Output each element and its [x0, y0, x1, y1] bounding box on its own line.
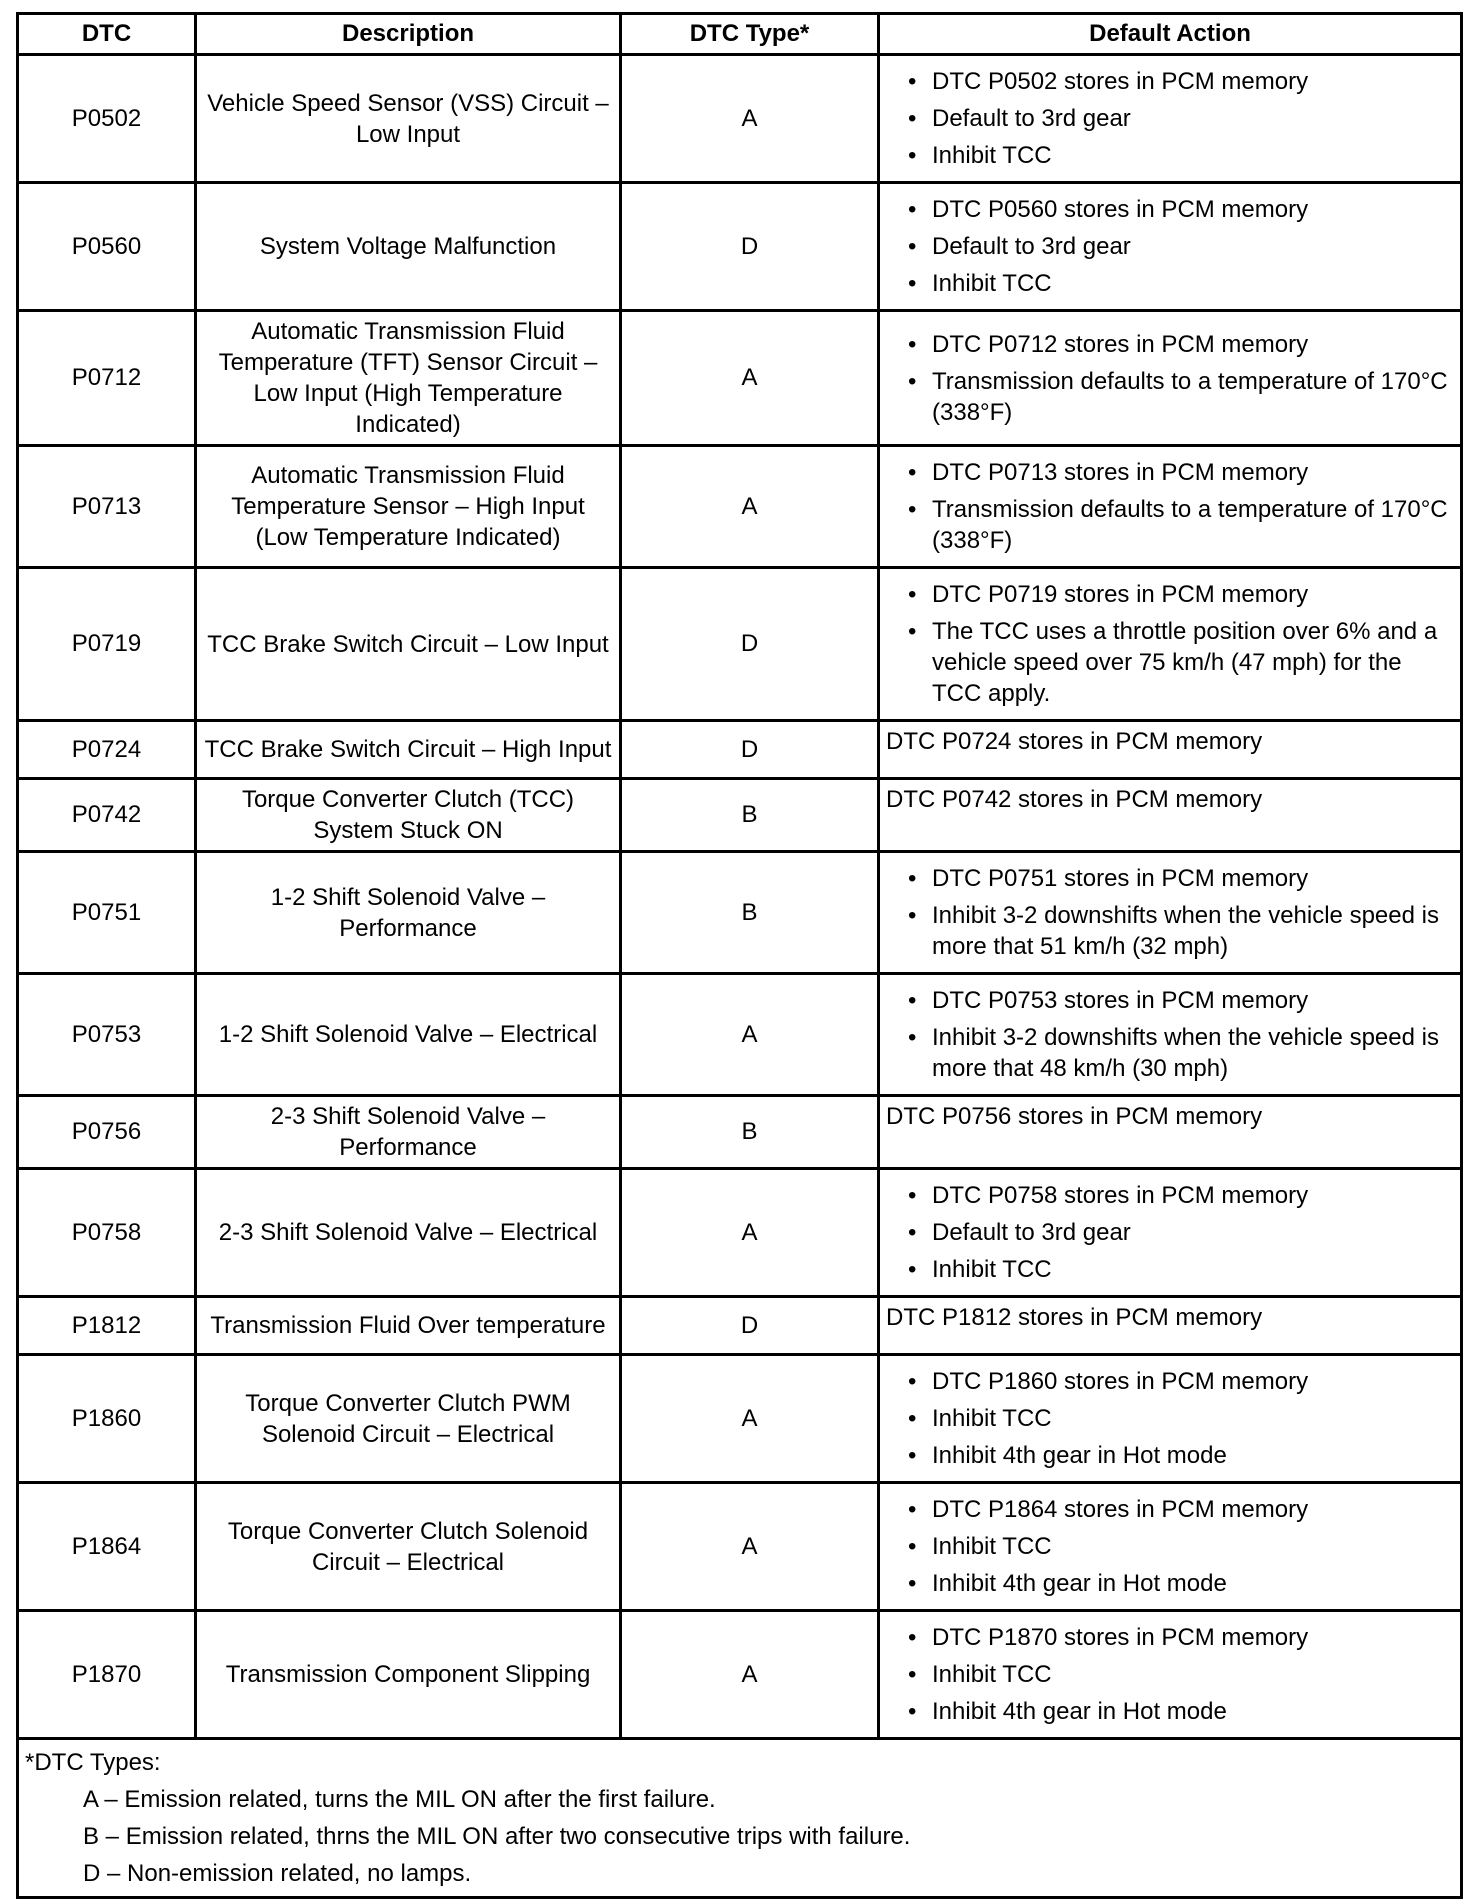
action-list: [886, 863, 1454, 962]
notes-row: [18, 1739, 1462, 1898]
dtc-table: [16, 12, 1463, 1899]
action-item: • DTC P0758 stores in PCM memory: [908, 1180, 1454, 1211]
action-list: [886, 985, 1454, 1084]
header-dtc: DTC: [18, 14, 196, 55]
default-action: [879, 1169, 1462, 1297]
table-row: [18, 568, 1462, 721]
dtc-description: Torque Converter Clutch PWM Solenoid Circuit – Electrical: [196, 1355, 621, 1483]
table-row: [18, 1297, 1462, 1355]
dtc-description: Torque Converter Clutch Solenoid Circuit – Electrical: [196, 1483, 621, 1611]
dtc-code: P0713: [18, 446, 196, 568]
dtc-code: P1864: [18, 1483, 196, 1611]
default-action: [879, 974, 1462, 1096]
dtc-type: D: [621, 1297, 879, 1355]
table-row: [18, 974, 1462, 1096]
default-action: [879, 1483, 1462, 1611]
dtc-code: P0756: [18, 1096, 196, 1169]
default-action: [879, 446, 1462, 568]
dtc-description: Automatic Transmission Fluid Temperature Sensor – High Input (Low Temperature Indicated): [196, 446, 621, 568]
dtc-code: P1870: [18, 1611, 196, 1739]
action-list: [886, 1622, 1454, 1727]
table-row: [18, 311, 1462, 446]
action-item: • DTC P0753 stores in PCM memory: [908, 985, 1454, 1016]
action-list: [886, 329, 1454, 428]
action-item: • Inhibit 4th gear in Hot mode: [908, 1440, 1454, 1471]
action-item: • Inhibit 4th gear in Hot mode: [908, 1696, 1454, 1727]
table-row: [18, 1611, 1462, 1739]
action-list: [886, 457, 1454, 556]
dtc-type: A: [621, 1483, 879, 1611]
action-item: • Inhibit TCC: [908, 1531, 1454, 1562]
action-list: [886, 66, 1454, 171]
header-row: [18, 14, 1462, 55]
action-item: • Inhibit TCC: [908, 1254, 1454, 1285]
action-item: • Default to 3rd gear: [908, 231, 1454, 262]
default-action: [879, 852, 1462, 974]
dtc-type: B: [621, 779, 879, 852]
dtc-type: A: [621, 1355, 879, 1483]
table-row: [18, 1355, 1462, 1483]
default-action: [879, 183, 1462, 311]
table-row: [18, 779, 1462, 852]
dtc-type: D: [621, 568, 879, 721]
dtc-description: TCC Brake Switch Circuit – High Input: [196, 721, 621, 779]
action-list: [886, 579, 1454, 709]
dtc-code: P0751: [18, 852, 196, 974]
default-action: DTC P0724 stores in PCM memory: [879, 721, 1462, 779]
dtc-document: [16, 12, 1460, 1899]
action-item: • Inhibit 4th gear in Hot mode: [908, 1568, 1454, 1599]
default-action: [879, 1611, 1462, 1739]
action-item: • Inhibit TCC: [908, 140, 1454, 171]
dtc-type-notes: [18, 1739, 1462, 1898]
dtc-code: P0724: [18, 721, 196, 779]
action-item: • DTC P1860 stores in PCM memory: [908, 1366, 1454, 1397]
dtc-description: Vehicle Speed Sensor (VSS) Circuit – Low Input: [196, 55, 621, 183]
action-item: • Inhibit TCC: [908, 268, 1454, 299]
dtc-code: P0502: [18, 55, 196, 183]
dtc-description: 2-3 Shift Solenoid Valve – Electrical: [196, 1169, 621, 1297]
dtc-description: 2-3 Shift Solenoid Valve – Performance: [196, 1096, 621, 1169]
action-item: • Inhibit TCC: [908, 1403, 1454, 1434]
action-item: • Default to 3rd gear: [908, 103, 1454, 134]
dtc-code: P0560: [18, 183, 196, 311]
table-row: [18, 1169, 1462, 1297]
dtc-type: A: [621, 1169, 879, 1297]
action-item: • DTC P1870 stores in PCM memory: [908, 1622, 1454, 1653]
table-row: [18, 721, 1462, 779]
dtc-code: P1860: [18, 1355, 196, 1483]
action-item: • Inhibit TCC: [908, 1659, 1454, 1690]
header-default-action: Default Action: [879, 14, 1462, 55]
dtc-description: 1-2 Shift Solenoid Valve – Electrical: [196, 974, 621, 1096]
default-action: DTC P1812 stores in PCM memory: [879, 1297, 1462, 1355]
dtc-type: A: [621, 55, 879, 183]
dtc-type: B: [621, 852, 879, 974]
action-item: • Transmission defaults to a temperature of 170°C (338°F): [908, 494, 1454, 556]
dtc-description: 1-2 Shift Solenoid Valve – Performance: [196, 852, 621, 974]
action-item: • DTC P0719 stores in PCM memory: [908, 579, 1454, 610]
dtc-description: Torque Converter Clutch (TCC) System Stuck ON: [196, 779, 621, 852]
action-item: • Inhibit 3-2 downshifts when the vehicle speed is more that 51 km/h (32 mph): [908, 900, 1454, 962]
dtc-code: P0712: [18, 311, 196, 446]
action-item: • Default to 3rd gear: [908, 1217, 1454, 1248]
table-row: [18, 1096, 1462, 1169]
table-row: [18, 1483, 1462, 1611]
notes-title: *DTC Types:: [25, 1749, 161, 1776]
dtc-type: A: [621, 974, 879, 1096]
dtc-type: A: [621, 1611, 879, 1739]
note-type-d: D – Non-emission related, no lamps.: [83, 1860, 472, 1887]
default-action: [879, 55, 1462, 183]
table-row: [18, 446, 1462, 568]
dtc-code: P1812: [18, 1297, 196, 1355]
dtc-code: P0742: [18, 779, 196, 852]
action-item: • DTC P0560 stores in PCM memory: [908, 194, 1454, 225]
header-dtc-type: DTC Type*: [621, 14, 879, 55]
dtc-type: A: [621, 446, 879, 568]
dtc-type: B: [621, 1096, 879, 1169]
action-item: • DTC P1864 stores in PCM memory: [908, 1494, 1454, 1525]
table-row: [18, 55, 1462, 183]
default-action: [879, 311, 1462, 446]
dtc-type: D: [621, 183, 879, 311]
dtc-description: TCC Brake Switch Circuit – Low Input: [196, 568, 621, 721]
table-body: [18, 55, 1462, 1739]
default-action: DTC P0742 stores in PCM memory: [879, 779, 1462, 852]
default-action: [879, 1355, 1462, 1483]
dtc-description: Transmission Component Slipping: [196, 1611, 621, 1739]
action-list: [886, 1180, 1454, 1285]
action-item: • DTC P0502 stores in PCM memory: [908, 66, 1454, 97]
action-list: [886, 1366, 1454, 1471]
note-type-a: A – Emission related, turns the MIL ON after the first failure.: [83, 1786, 716, 1813]
default-action: [879, 568, 1462, 721]
action-list: [886, 1494, 1454, 1599]
dtc-description: Transmission Fluid Over temperature: [196, 1297, 621, 1355]
dtc-code: P0758: [18, 1169, 196, 1297]
table-row: [18, 183, 1462, 311]
dtc-type: A: [621, 311, 879, 446]
default-action: DTC P0756 stores in PCM memory: [879, 1096, 1462, 1169]
action-item: • Transmission defaults to a temperature of 170°C (338°F): [908, 366, 1454, 428]
action-item: • Inhibit 3-2 downshifts when the vehicle speed is more that 48 km/h (30 mph): [908, 1022, 1454, 1084]
action-item: • The TCC uses a throttle position over 6% and a vehicle speed over 75 km/h (47 mph) for the TCC apply.: [908, 616, 1454, 709]
header-description: Description: [196, 14, 621, 55]
table-row: [18, 852, 1462, 974]
action-list: [886, 194, 1454, 299]
dtc-code: P0719: [18, 568, 196, 721]
note-type-b: B – Emission related, thrns the MIL ON after two consecutive trips with failure.: [83, 1823, 911, 1850]
dtc-description: System Voltage Malfunction: [196, 183, 621, 311]
dtc-code: P0753: [18, 974, 196, 1096]
dtc-description: Automatic Transmission Fluid Temperature (TFT) Sensor Circuit – Low Input (High Temperature Indicated): [196, 311, 621, 446]
action-item: • DTC P0713 stores in PCM memory: [908, 457, 1454, 488]
action-item: • DTC P0751 stores in PCM memory: [908, 863, 1454, 894]
dtc-type: D: [621, 721, 879, 779]
action-item: • DTC P0712 stores in PCM memory: [908, 329, 1454, 360]
